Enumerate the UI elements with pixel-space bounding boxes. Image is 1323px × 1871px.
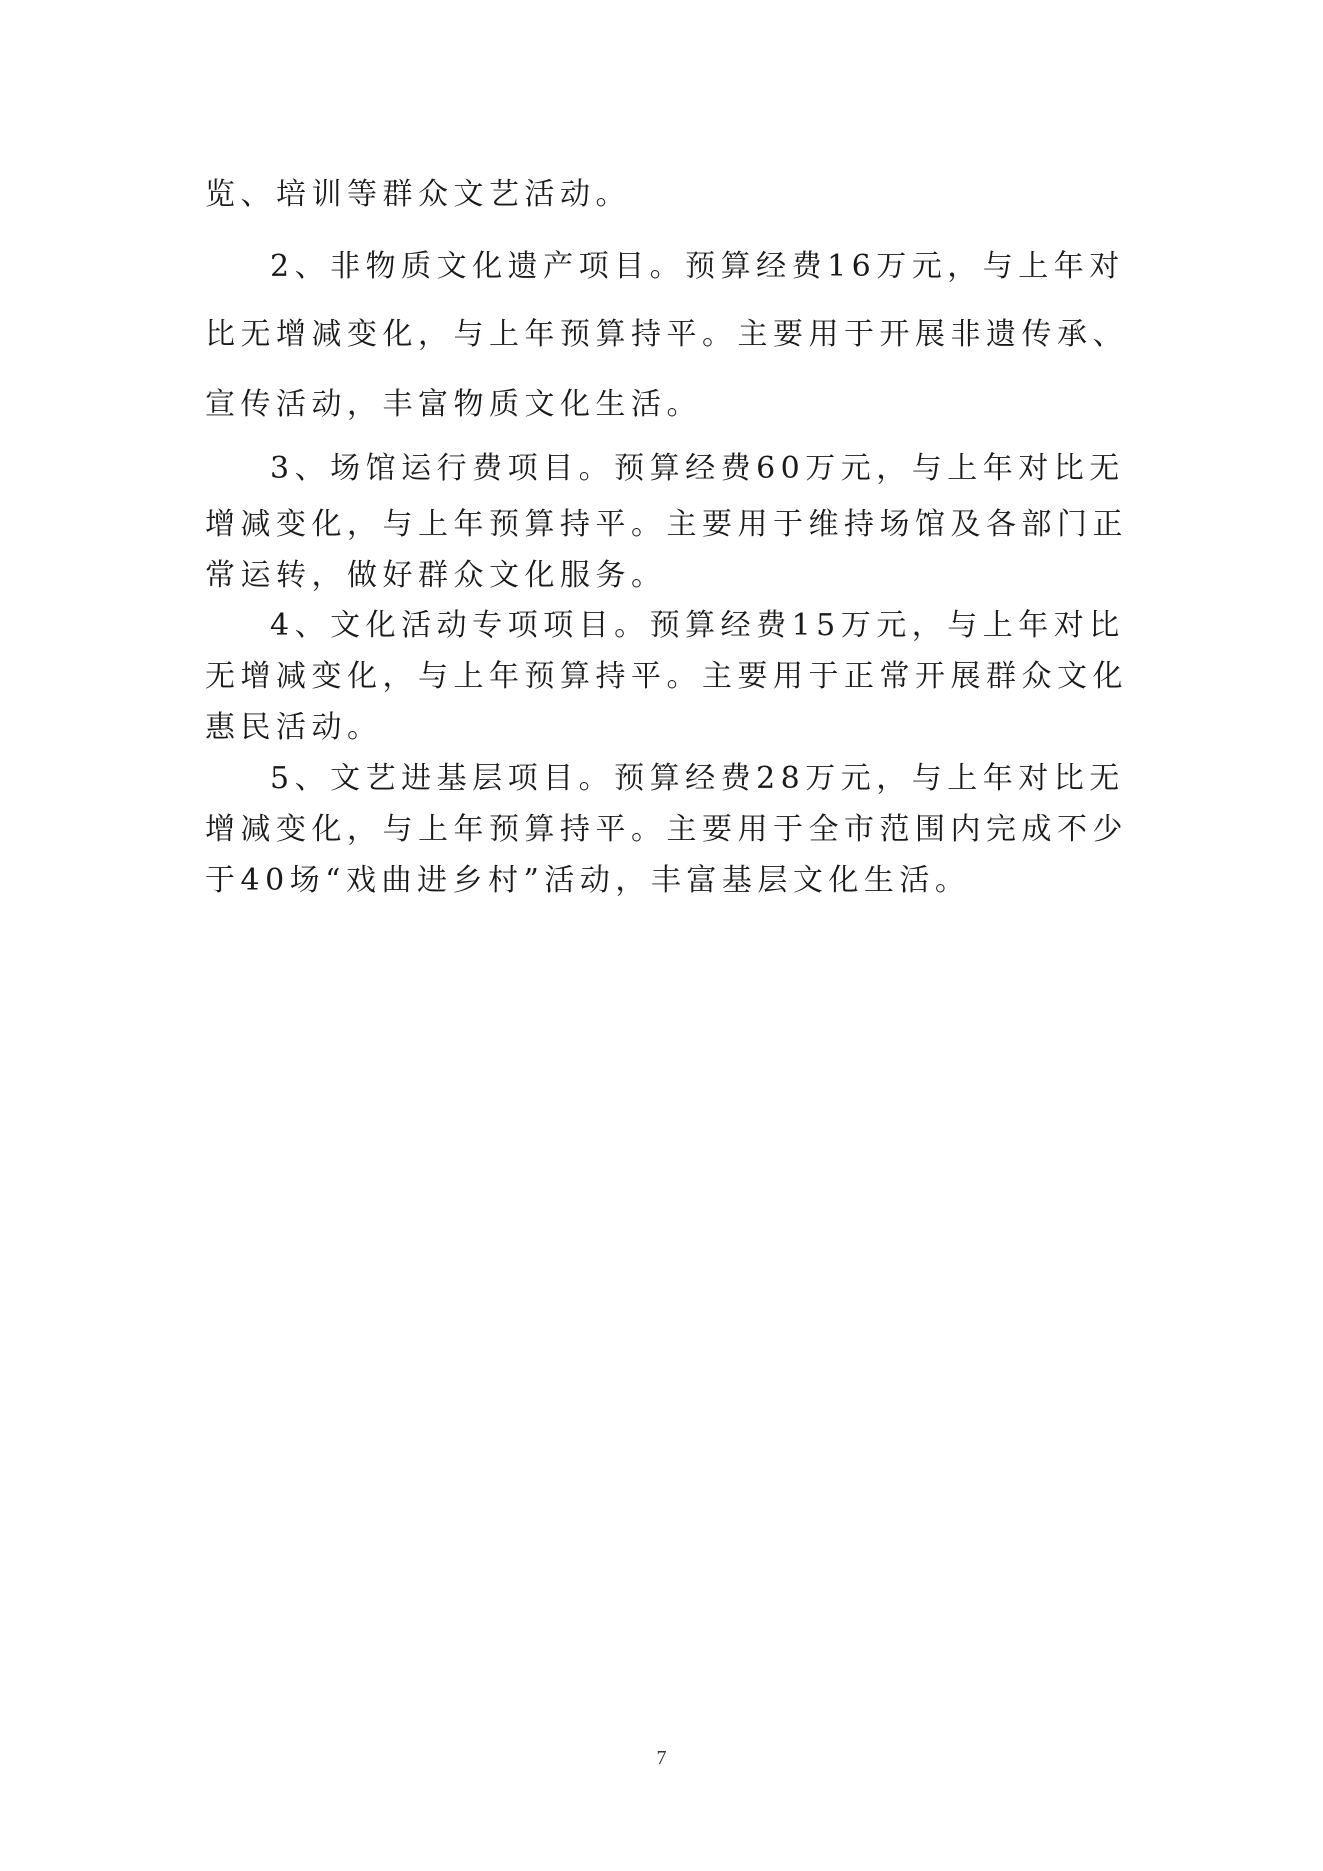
- text-line-13: 于40场“戏曲进乡村”活动，丰富基层文化生活。: [205, 863, 971, 898]
- text-line-12: 增减变化，与上年预算持平。主要用于全市范围内完成不少: [205, 812, 1128, 847]
- text-line-7: 常运转，做好群众文化服务。: [205, 558, 667, 593]
- text-line-6: 增减变化，与上年预算持平。主要用于维持场馆及各部门正: [205, 507, 1128, 542]
- text-line-5: 3、场馆运行费项目。预算经费60万元，与上年对比无: [270, 451, 1125, 486]
- text-line-11: 5、文艺进基层项目。预算经费28万元，与上年对比无: [270, 761, 1125, 796]
- text-line-10: 惠民活动。: [205, 710, 383, 745]
- text-line-3: 比无增减变化，与上年预算持平。主要用于开展非遗传承、: [205, 317, 1128, 352]
- text-line-9: 无增减变化，与上年预算持平。主要用于正常开展群众文化: [205, 659, 1128, 694]
- text-line-1: 览、培训等群众文艺活动。: [205, 177, 631, 212]
- text-line-4: 宣传活动，丰富物质文化生活。: [205, 387, 702, 422]
- page-number: 7: [656, 1747, 667, 1769]
- text-line-8: 4、文化活动专项项目。预算经费15万元，与上年对比: [270, 608, 1125, 643]
- text-line-2: 2、非物质文化遗产项目。预算经费16万元，与上年对: [270, 249, 1125, 284]
